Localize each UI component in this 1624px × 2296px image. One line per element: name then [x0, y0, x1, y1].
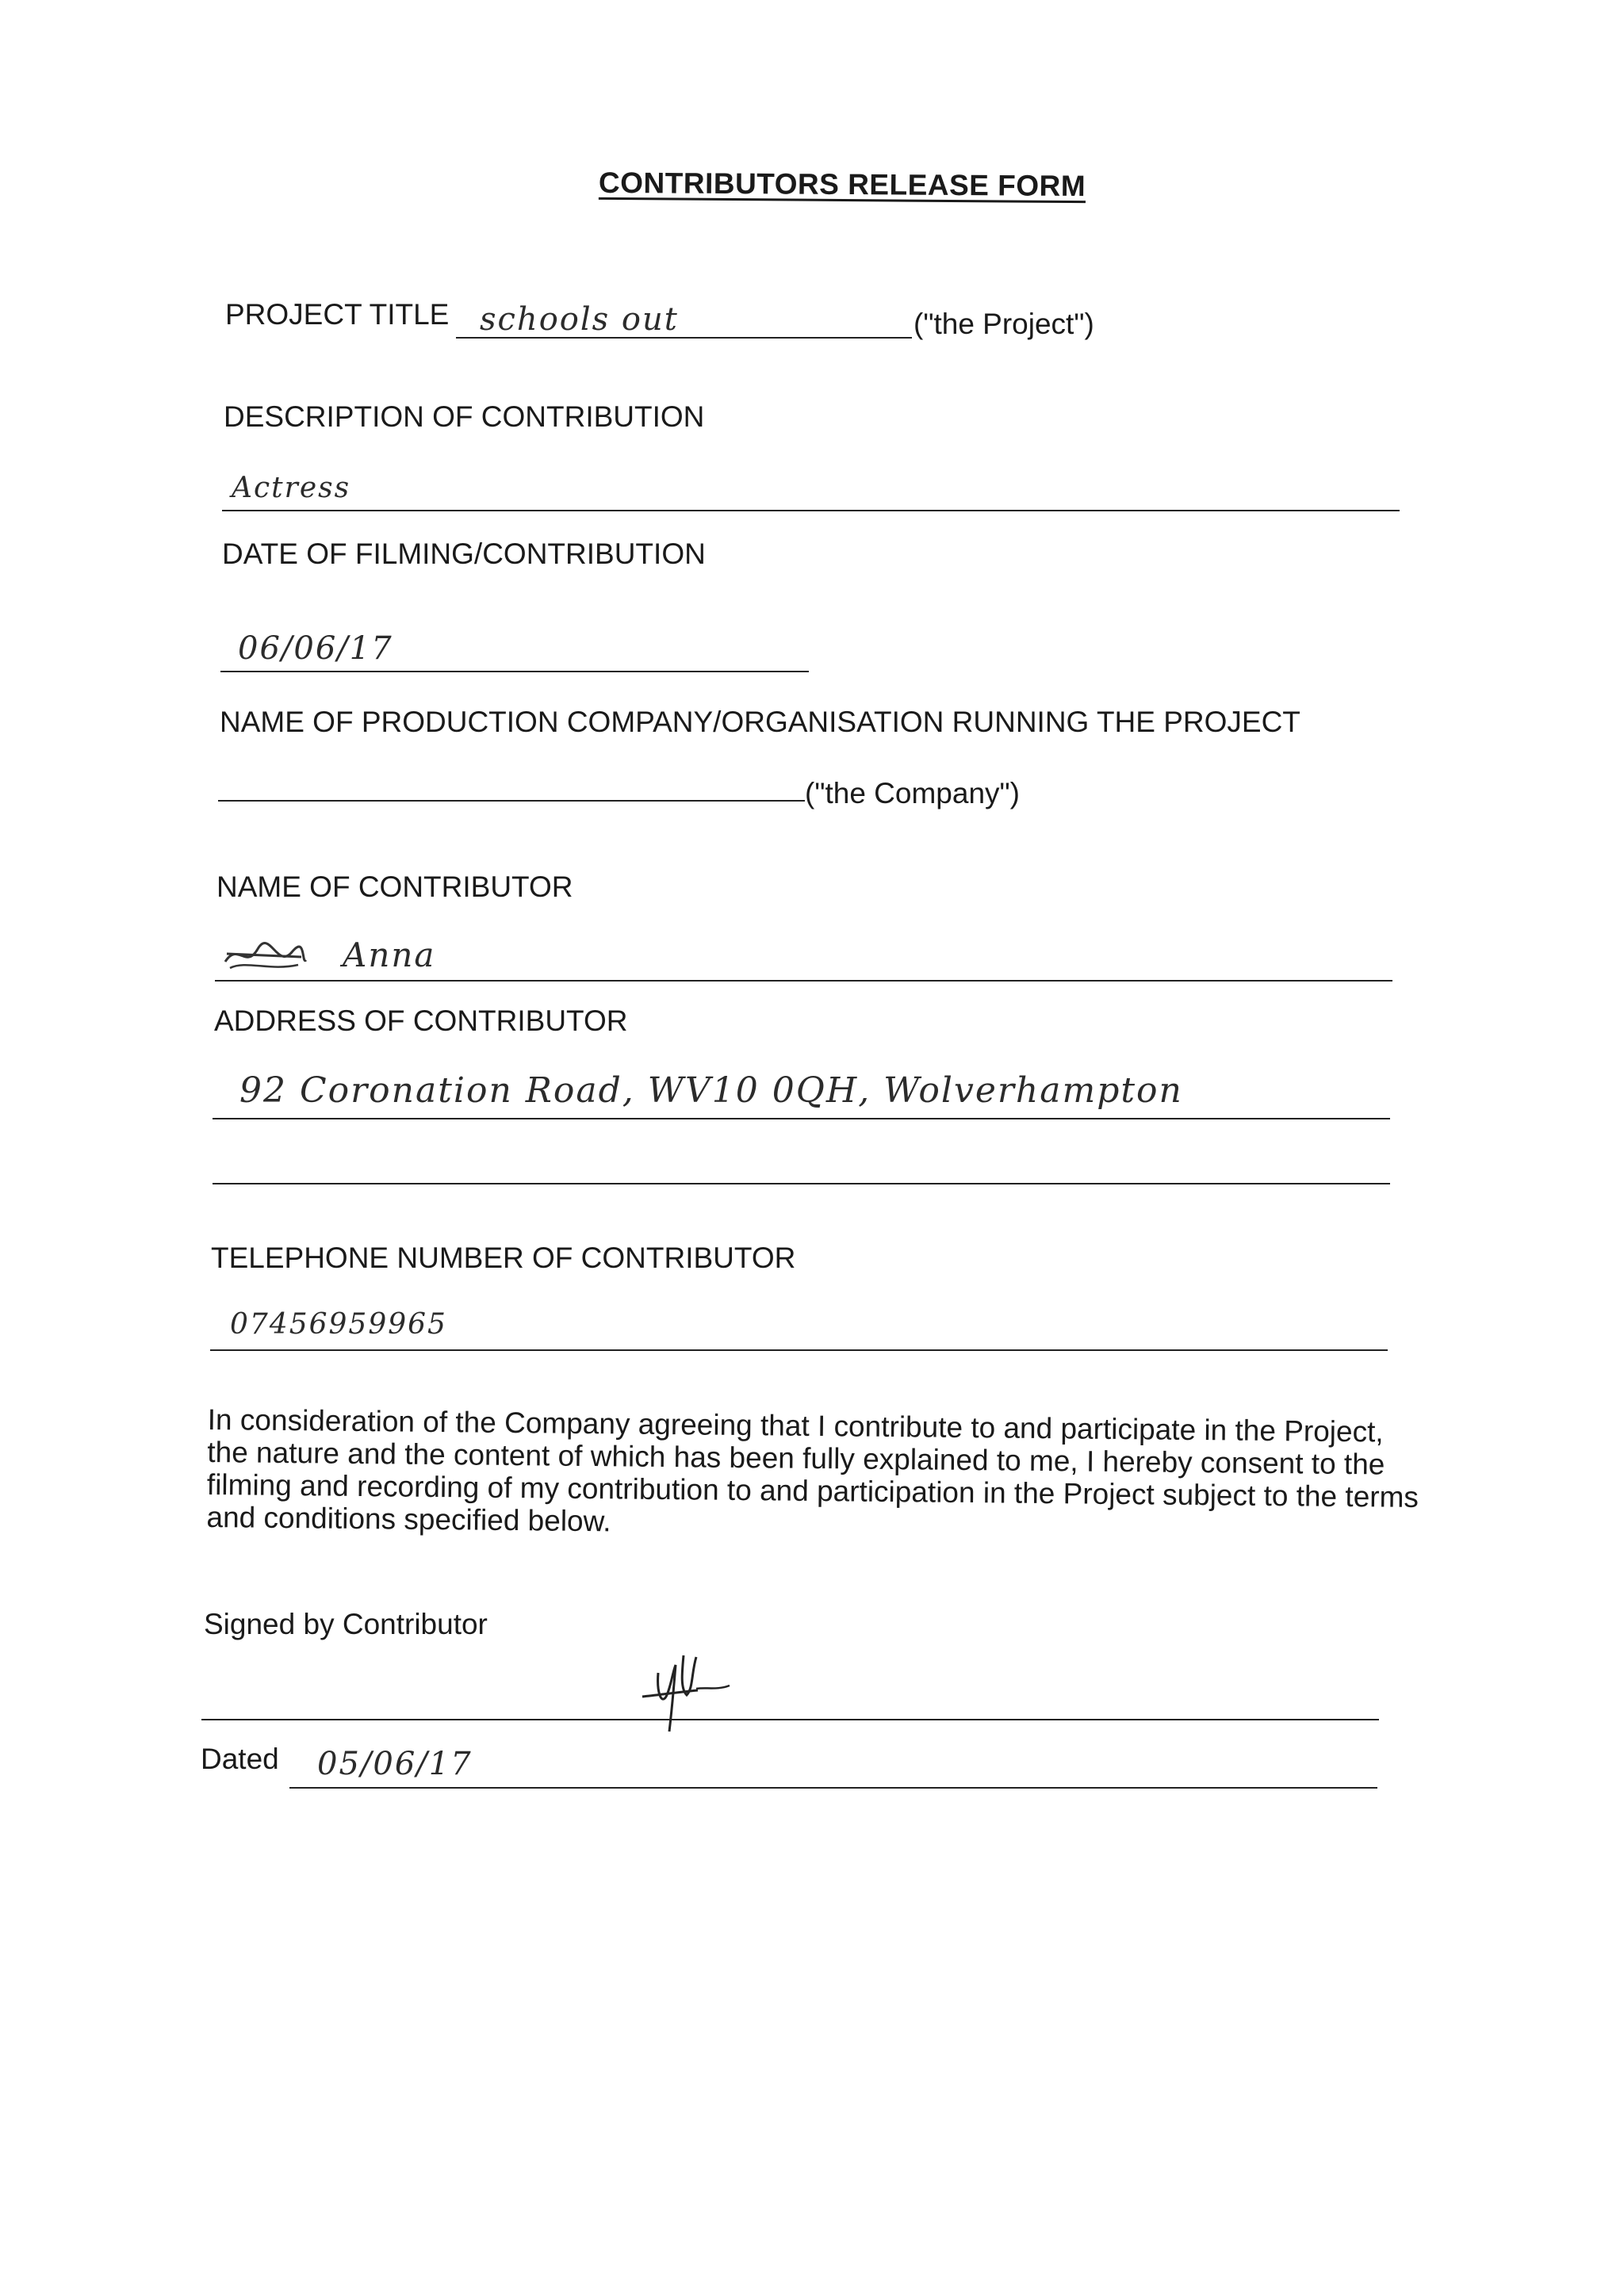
- project-title-value[interactable]: schools out: [480, 301, 679, 338]
- company-suffix: ("the Company"): [805, 777, 1020, 809]
- description-line: [222, 510, 1400, 511]
- contributor-name-value[interactable]: Anna: [343, 936, 436, 974]
- crossed-out-scribble: [222, 938, 309, 974]
- date-line: [220, 671, 809, 672]
- project-title-label: PROJECT TITLE: [225, 298, 450, 331]
- telephone-line: [210, 1349, 1388, 1351]
- dated-line: [289, 1787, 1377, 1789]
- form-title: CONTRIBUTORS RELEASE FORM: [598, 166, 1086, 203]
- project-suffix: ("the Project"): [914, 308, 1094, 340]
- date-label: DATE OF FILMING/CONTRIBUTION: [222, 538, 706, 570]
- address-label: ADDRESS OF CONTRIBUTOR: [214, 1004, 628, 1037]
- address-line-1: [213, 1118, 1390, 1119]
- company-line: [218, 800, 805, 802]
- address-line-2: [213, 1183, 1390, 1184]
- signed-label: Signed by Contributor: [204, 1608, 488, 1640]
- signature-line: [201, 1719, 1379, 1720]
- address-value[interactable]: 92 Coronation Road, WV10 0QH, Wolverhampton: [239, 1070, 1183, 1111]
- company-label: NAME OF PRODUCTION COMPANY/ORGANISATION RUNNING THE PROJECT: [220, 706, 1300, 738]
- description-label: DESCRIPTION OF CONTRIBUTION: [224, 400, 705, 433]
- contributor-name-label: NAME OF CONTRIBUTOR: [216, 871, 573, 903]
- telephone-label: TELEPHONE NUMBER OF CONTRIBUTOR: [211, 1242, 796, 1274]
- contributor-name-line: [215, 980, 1392, 982]
- consent-paragraph: In consideration of the Company agreeing that I contribute to and participate in the Project, the nature and the content of which has been fully explained to me, I hereby consent to the filming and recording of my contribution to and participation in the Project subject to the terms and conditions specified below.: [206, 1403, 1419, 1538]
- signature-mark[interactable]: [634, 1649, 737, 1736]
- telephone-value[interactable]: 07456959965: [230, 1308, 447, 1341]
- date-value[interactable]: 06/06/17: [238, 630, 393, 667]
- dated-label: Dated: [201, 1743, 279, 1775]
- dated-value[interactable]: 05/06/17: [317, 1746, 473, 1782]
- description-value[interactable]: Actress: [232, 472, 351, 504]
